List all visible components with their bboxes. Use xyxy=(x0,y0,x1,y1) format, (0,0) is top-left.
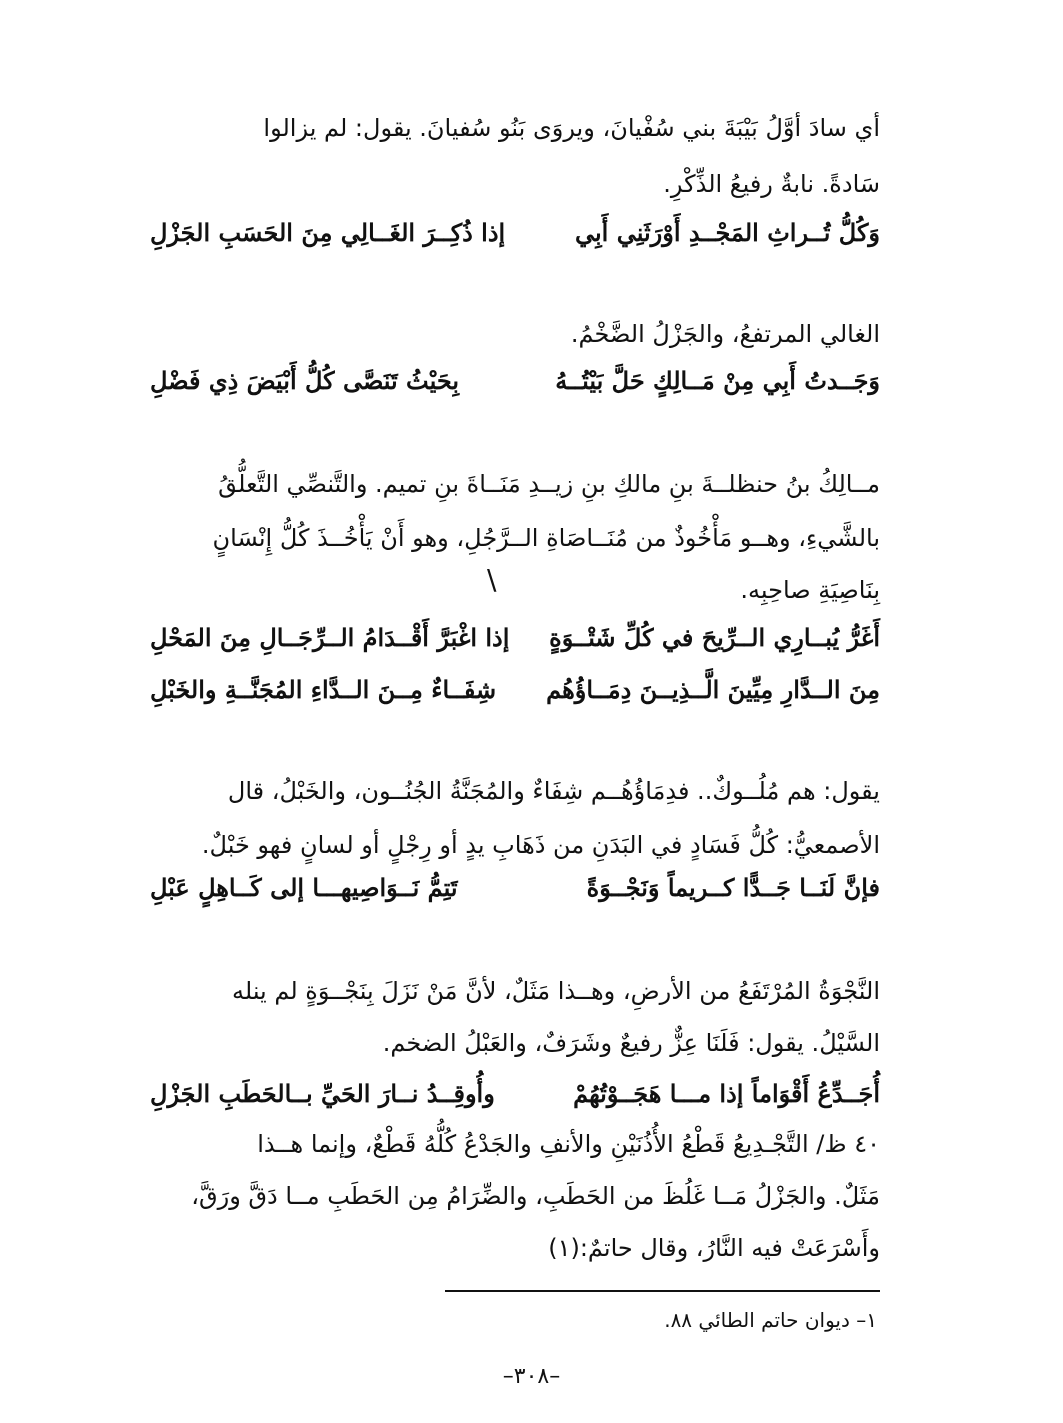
verse-sadr: أَغَرُّ يُبــارِي الــرِّيحَ في كُلِّ شَتْــوَةٍ xyxy=(549,623,880,652)
prose-line: السَّيْلُ. يقول: فَلَنَا عِزٌّ رفيعٌ وشَرَفٌ، والعَبْلُ الضخم. xyxy=(382,1029,880,1057)
prose-line: وأَسْرَعَتْ فيه النَّارُ، وقال حاتمٌ:(١) xyxy=(548,1234,880,1262)
prose-line: بالشَّيءِ، وهــو مَأْخُوذٌ من مُنَــاصَاةِ الــرَّجُلِ، وهو أَنْ يَأْخُــذَ كُلُّ إِنْسَانٍ xyxy=(212,524,880,552)
verse-ajuz: شِفَــاءٌ مِــنَ الــدَّاءِ المُجَنَّــةِ والخَبْلِ xyxy=(150,675,497,704)
prose-line: النَّجْوَةُ المُرْتَفَعُ من الأرضِ، وهــذا مَثَلٌ، لأنَّ مَنْ نَزَلَ بِنَجْــوَةٍ لم ينله xyxy=(232,977,880,1005)
prose-line: يقول: هم مُلُــوكٌ.. فدِمَاؤُهُــم شِفَاءٌ والمُجَنَّةُ الجُنُــون، والخَبْلُ، قال xyxy=(227,777,880,805)
verse-ajuz: تَتِمُّ نَــوَاصِيهـــا إلى كَــاهِلٍ عَبْلِ xyxy=(150,873,458,902)
verse-ajuz: وأُوقِــدُ نــارَ الحَيِّ بــالحَطَبِ الجَزْلِ xyxy=(150,1079,495,1108)
footnote: ١– ديوان حاتم الطائي ٨٨. xyxy=(664,1308,877,1332)
verse-ajuz: بِحَيْثُ تَنَصَّى كُلُّ أَبْيَضَ ذِي فَضْلِ xyxy=(150,366,460,395)
verse-ajuz: إذا اغْبَرَّ أَقْــدَامُ الــرِّجَــالِ مِنَ المَحْلِ xyxy=(150,623,510,652)
prose-line: مــالِكُ بنُ حنظلــةَ بنِ مالكِ بنِ زيــدِ مَنَــاةَ بنِ تميم. والتَّنصِّي التَّعلُّقُ xyxy=(218,470,880,498)
verse-ajuz: إذا ذُكِــرَ الغَــالِي مِنَ الحَسَبِ الجَزْلِ xyxy=(150,218,506,247)
prose-line: الأصمعيُّ: كُلُّ فَسَادٍ في البَدَنِ من ذَهَابِ يدٍ أو رِجْلٍ أو لسانٍ فهو خَبْلٌ. xyxy=(201,831,880,859)
prose-line: سَادةً. نابةٌ رفيعُ الذِّكْرِ. xyxy=(663,170,880,198)
verse-sadr: وَكُلُّ تُــراثِ المَجْــدِ أَوْرَثَنِي أَبِي xyxy=(575,218,880,247)
prose-line: أي سادَ أوَّلُ بَيْبَةَ بني سُفْيانَ، ويروَى بَنُو سُفيانَ. يقول: لم يزالوا xyxy=(263,114,880,142)
prose-line: الغالي المرتفعُ، والجَزْلُ الضَّخْمُ. xyxy=(570,320,880,348)
footnote-rule xyxy=(445,1290,880,1292)
stray-mark: \ xyxy=(487,563,497,596)
verse-sadr: وَجَــدتُ أَبِي مِنْ مَــالِكٍ حَلَّ بَيْتُــهُ xyxy=(555,366,880,395)
verse-sadr: مِنَ الــدَّارِ مِيِّينَ الَّــذِيــنَ دِمَــاؤُهُم xyxy=(546,675,880,704)
prose-line: بِنَاصِيَةِ صاحِبِه. xyxy=(740,576,880,604)
verse-sadr: أُجَــدِّعُ أَقْوَاماً إذا مـــا هَجَــوْتُهُمْ xyxy=(573,1079,880,1108)
prose-line: مَثَلٌ. والجَزْلُ مَــا غَلُظَ من الحَطَبِ، والضِّرَامُ مِن الحَطَبِ مــا دَقَّ ورَقَّ، xyxy=(191,1182,880,1210)
prose-line: ٤٠ ظ/ التَّجْـدِيعُ قَطْعُ الأُذُنَيْنِ والأنفِ والجَدْعُ كُلُّهُ قَطْعٌ، وإنما هــذا xyxy=(257,1130,880,1158)
verse-sadr: فإنَّ لَنَــا جَــدًّا كــريماً وَنَجْــوَةً xyxy=(586,873,880,902)
page-number: –٣٠٨– xyxy=(502,1364,561,1389)
